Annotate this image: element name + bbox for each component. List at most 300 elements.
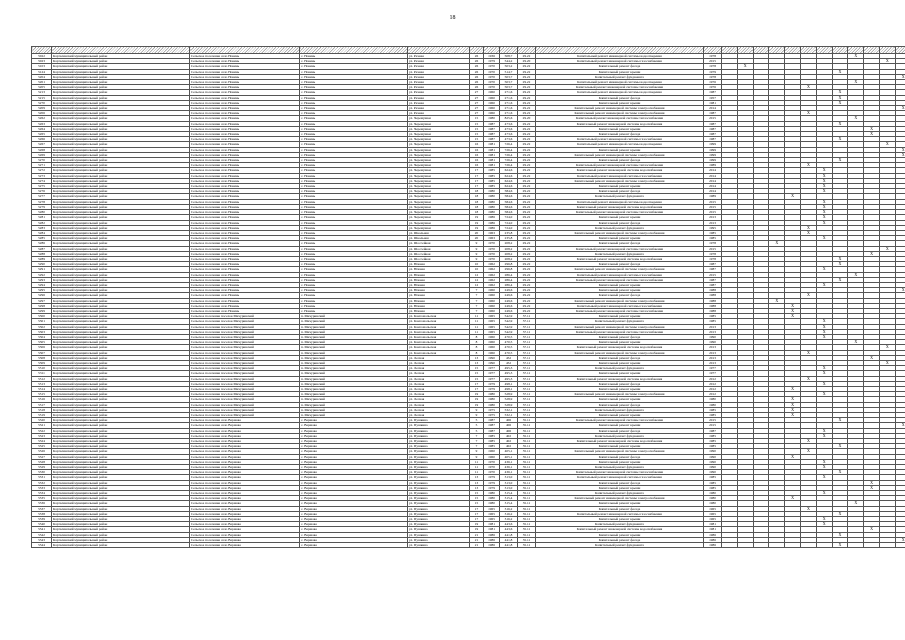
- house-number-cell: 12: [470, 282, 484, 287]
- planned-year-cell: 1995: [704, 225, 722, 230]
- house-number-cell: 11: [470, 459, 484, 464]
- x-mark-cell: X: [816, 475, 832, 480]
- year-built-cell: 1979: [484, 381, 500, 386]
- street-cell: ул. Лесная: [408, 397, 470, 402]
- rating-cell: 29.22: [518, 282, 536, 287]
- locality-cell: с. Новинь: [300, 152, 408, 157]
- planned-year-cell: 1978: [704, 256, 722, 261]
- street-cell: ул. Лесная: [408, 360, 470, 365]
- work-type-cell: Капитальный ремонт крыши: [536, 360, 704, 365]
- settlement-cell: Сельское поселение село Варшава: [190, 444, 300, 449]
- locality-cell: с. Новинь: [300, 111, 408, 116]
- settlement-cell: Сельское поселение село Варшава: [190, 537, 300, 542]
- house-number-cell: 27: [470, 90, 484, 95]
- street-cell: ул. Черемушки: [408, 152, 470, 157]
- street-cell: ул. Южная: [408, 308, 470, 313]
- year-built-cell: 1965: [484, 517, 500, 522]
- locality-cell: с. Варшава: [300, 433, 408, 438]
- work-type-cell: Капитальный ремонт крыши: [536, 314, 704, 319]
- x-mark-cell: X: [800, 230, 816, 235]
- settlement-cell: Сельское поселение село Варшава: [190, 511, 300, 516]
- planned-year-cell: 1989: [704, 163, 722, 168]
- district-cell: Карталинский муниципальный район: [52, 158, 190, 163]
- house-number-cell: 16: [470, 142, 484, 147]
- rating-cell: 37.11: [518, 350, 536, 355]
- settlement-cell: Сельское поселение село Новинь: [190, 272, 300, 277]
- rating-cell: 29.22: [518, 246, 536, 251]
- area-cell: 313,0: [500, 480, 518, 485]
- street-cell: ул. Пушкина: [408, 501, 470, 506]
- year-built-cell: 1980: [484, 491, 500, 496]
- rating-cell: 37.11: [518, 371, 536, 376]
- planned-year-cell: 2015: [704, 246, 722, 251]
- year-built-cell: 1979: [484, 480, 500, 485]
- street-cell: ул. Пушкина: [408, 506, 470, 511]
- area-cell: 296,8: [500, 267, 518, 272]
- rating-cell: 35.11: [518, 475, 536, 480]
- area-cell: 286,4: [500, 277, 518, 282]
- x-mark-cell: X: [816, 215, 832, 220]
- district-cell: Карталинский муниципальный район: [52, 428, 190, 433]
- district-cell: Карталинский муниципальный район: [52, 454, 190, 459]
- planned-year-cell: 1989: [704, 194, 722, 199]
- planned-year-cell: 2012: [704, 392, 722, 397]
- row-id-cell: 5293: [32, 277, 52, 282]
- district-cell: Карталинский муниципальный район: [52, 298, 190, 303]
- locality-cell: с. Варшава: [300, 480, 408, 485]
- planned-year-cell: 1988: [704, 288, 722, 293]
- rating-cell: 29.22: [518, 220, 536, 225]
- street-cell: ул. Черемушки: [408, 215, 470, 220]
- street-cell: ул. Пушкина: [408, 537, 470, 542]
- settlement-cell: Сельское поселение село Варшава: [190, 522, 300, 527]
- planned-year-cell: 1999: [704, 147, 722, 152]
- rating-cell: 29.22: [518, 74, 536, 79]
- year-built-cell: 1965: [484, 506, 500, 511]
- planned-year-cell: 1978: [704, 54, 722, 59]
- street-cell: ул. Пушкина: [408, 470, 470, 475]
- planned-year-cell: 1988: [704, 293, 722, 298]
- year-built-cell: 1979: [484, 475, 500, 480]
- street-cell: ул. Пушкина: [408, 444, 470, 449]
- x-mark-cell: X: [785, 308, 801, 313]
- year-built-cell: 1960: [484, 100, 500, 105]
- area-cell: 315,4: [500, 496, 518, 501]
- planned-year-cell: 1990: [704, 459, 722, 464]
- row-id-cell: 5309: [32, 360, 52, 365]
- work-type-cell: Капитальный ремонт инженерной системы электроснабжения: [536, 350, 704, 355]
- district-cell: Карталинский муниципальный район: [52, 277, 190, 282]
- street-cell: ул. Лесная: [408, 366, 470, 371]
- work-type-cell: Капитальный ремонт инженерной системы газоснабжения: [536, 475, 704, 480]
- work-type-cell: Капитальный ремонт инженерной системы водоотведения: [536, 199, 704, 204]
- header-cell: [848, 47, 864, 54]
- area-cell: 286,4: [500, 282, 518, 287]
- empty-cell: [753, 543, 769, 548]
- area-cell: 470,5: [500, 334, 518, 339]
- house-number-cell: 9: [470, 407, 484, 412]
- x-mark-cell: X: [895, 423, 905, 428]
- x-mark-cell: X: [864, 485, 880, 490]
- year-built-cell: 1965: [484, 314, 500, 319]
- street-cell: ул. Черемушки: [408, 168, 470, 173]
- rating-cell: 37.11: [518, 413, 536, 418]
- locality-cell: с. Варшава: [300, 449, 408, 454]
- street-cell: ул. Речная: [408, 95, 470, 100]
- area-cell: 726,4: [500, 147, 518, 152]
- planned-year-cell: 1987: [704, 428, 722, 433]
- area-cell: 402: [500, 439, 518, 444]
- row-id-cell: 5326: [32, 449, 52, 454]
- district-cell: Карталинский муниципальный район: [52, 350, 190, 355]
- row-id-cell: 5320: [32, 418, 52, 423]
- year-built-cell: 1960: [484, 303, 500, 308]
- locality-cell: с. Варшава: [300, 501, 408, 506]
- area-cell: 503,2: [500, 64, 518, 69]
- planned-year-cell: 2012: [704, 376, 722, 381]
- district-cell: Карталинский муниципальный район: [52, 418, 190, 423]
- rating-cell: 35.11: [518, 449, 536, 454]
- area-cell: 726,4: [500, 152, 518, 157]
- rating-cell: 35.11: [518, 511, 536, 516]
- area-cell: 726,4: [500, 158, 518, 163]
- x-mark-cell: X: [832, 137, 848, 142]
- rating-cell: 29.22: [518, 142, 536, 147]
- year-built-cell: 1960: [484, 106, 500, 111]
- rating-cell: 29.22: [518, 90, 536, 95]
- rating-cell: 37.11: [518, 397, 536, 402]
- year-built-cell: 1980: [484, 496, 500, 501]
- year-built-cell: 1970: [484, 465, 500, 470]
- area-cell: 208,2: [500, 251, 518, 256]
- row-id-cell: 5201: [32, 80, 52, 85]
- rating-cell: 29.22: [518, 236, 536, 241]
- area-cell: 473,6: [500, 137, 518, 142]
- row-id-cell: 5323: [32, 433, 52, 438]
- area-cell: 405,1: [500, 454, 518, 459]
- settlement-cell: Сельское поселение село Варшава: [190, 423, 300, 428]
- x-mark-cell: X: [895, 152, 905, 157]
- x-mark-cell: X: [816, 324, 832, 329]
- work-type-cell: Капитальный ремонт инженерной системы электроснабжения: [536, 324, 704, 329]
- row-id-cell: 5311: [32, 371, 52, 376]
- settlement-cell: Сельское поселение село Новинь: [190, 184, 300, 189]
- x-mark-cell: X: [848, 80, 864, 85]
- header-cell: [300, 47, 408, 54]
- row-id-cell: 5023: [32, 59, 52, 64]
- locality-cell: с. Варшава: [300, 537, 408, 542]
- rating-cell: 29.22: [518, 251, 536, 256]
- x-mark-cell: X: [832, 262, 848, 267]
- district-cell: Карталинский муниципальный район: [52, 64, 190, 69]
- x-mark-cell: X: [800, 293, 816, 298]
- x-mark-cell: X: [816, 189, 832, 194]
- street-cell: ул. Черемушки: [408, 158, 470, 163]
- rating-cell: 29.22: [518, 215, 536, 220]
- rating-cell: 29.22: [518, 158, 536, 163]
- x-mark-cell: X: [737, 64, 753, 69]
- district-cell: Карталинский муниципальный район: [52, 397, 190, 402]
- work-type-cell: Капитальный ремонт фундамента: [536, 543, 704, 548]
- x-mark-cell: X: [832, 158, 848, 163]
- house-number-cell: 11: [470, 319, 484, 324]
- work-type-cell: Капитальный ремонт инженерной системы электроснабжения: [536, 178, 704, 183]
- settlement-cell: Сельское поселение село Новинь: [190, 210, 300, 215]
- rating-cell: 35.11: [518, 439, 536, 444]
- district-cell: Карталинский муниципальный район: [52, 319, 190, 324]
- header-cell: [816, 47, 832, 54]
- rating-cell: 35.11: [518, 459, 536, 464]
- district-cell: Карталинский муниципальный район: [52, 475, 190, 480]
- work-type-cell: Капитальный ремонт фасада: [536, 189, 704, 194]
- area-cell: 473,6: [500, 126, 518, 131]
- year-built-cell: 1970: [484, 85, 500, 90]
- area-cell: 402: [500, 444, 518, 449]
- house-number-cell: 13: [470, 355, 484, 360]
- district-cell: Карталинский муниципальный район: [52, 491, 190, 496]
- x-mark-cell: X: [800, 85, 816, 90]
- street-cell: ул. Черемушки: [408, 173, 470, 178]
- row-id-cell: 5301: [32, 319, 52, 324]
- x-mark-cell: X: [800, 376, 816, 381]
- district-cell: Карталинский муниципальный район: [52, 387, 190, 392]
- x-mark-cell: X: [816, 366, 832, 371]
- district-cell: Карталинский муниципальный район: [52, 407, 190, 412]
- area-cell: 624,6: [500, 168, 518, 173]
- work-type-cell: Капитальный ремонт крыши: [536, 69, 704, 74]
- planned-year-cell: 2013: [704, 220, 722, 225]
- x-mark-cell: X: [800, 111, 816, 116]
- area-cell: 503,7: [500, 74, 518, 79]
- x-mark-cell: X: [816, 428, 832, 433]
- district-cell: Карталинский муниципальный район: [52, 267, 190, 272]
- row-id-cell: 5288: [32, 251, 52, 256]
- planned-year-cell: 1978: [704, 241, 722, 246]
- planned-year-cell: 2014: [704, 189, 722, 194]
- row-id-cell: 5324: [32, 439, 52, 444]
- planned-year-cell: 2012: [704, 381, 722, 386]
- area-cell: 498,1: [500, 381, 518, 386]
- street-cell: ул. Лесная: [408, 376, 470, 381]
- locality-cell: с. Новинь: [300, 199, 408, 204]
- house-number-cell: 15: [470, 121, 484, 126]
- row-id-cell: 5279: [32, 204, 52, 209]
- settlement-cell: Сельское поселение поселок Мичуринский: [190, 397, 300, 402]
- row-id-cell: 5325: [32, 444, 52, 449]
- row-id-cell: 5312: [32, 376, 52, 381]
- settlement-cell: Сельское поселение село Новинь: [190, 173, 300, 178]
- house-number-cell: 8: [470, 345, 484, 350]
- rating-cell: 29.22: [518, 54, 536, 59]
- row-id-cell: 5338: [32, 511, 52, 516]
- work-type-cell: Капитальный ремонт крыши: [536, 288, 704, 293]
- planned-year-cell: 2013: [704, 345, 722, 350]
- house-number-cell: 20: [470, 230, 484, 235]
- x-mark-cell: X: [848, 340, 864, 345]
- planned-year-cell: 1978: [704, 251, 722, 256]
- house-number-cell: 17: [470, 511, 484, 516]
- row-id-cell: 5022: [32, 54, 52, 59]
- planned-year-cell: 1981: [704, 522, 722, 527]
- locality-cell: п. Мичуринский: [300, 319, 408, 324]
- settlement-cell: Сельское поселение село Варшава: [190, 459, 300, 464]
- district-cell: Карталинский муниципальный район: [52, 272, 190, 277]
- planned-year-cell: 1986: [704, 532, 722, 537]
- district-cell: Карталинский муниципальный район: [52, 152, 190, 157]
- house-number-cell: 26: [470, 54, 484, 59]
- rating-cell: 29.22: [518, 204, 536, 209]
- district-cell: Карталинский муниципальный район: [52, 215, 190, 220]
- house-number-cell: 19: [470, 522, 484, 527]
- planned-year-cell: 1985: [704, 413, 722, 418]
- rating-cell: 37.11: [518, 387, 536, 392]
- x-mark-cell: X: [895, 74, 905, 79]
- locality-cell: с. Новинь: [300, 251, 408, 256]
- street-cell: ул. Пушкина: [408, 491, 470, 496]
- work-type-cell: Капитальный ремонт инженерной системы теплоснабжения: [536, 329, 704, 334]
- locality-cell: с. Варшава: [300, 496, 408, 501]
- year-built-cell: 1980: [484, 116, 500, 121]
- header-cell: [408, 47, 470, 54]
- x-mark-cell: X: [816, 236, 832, 241]
- x-mark-cell: X: [864, 132, 880, 137]
- settlement-cell: Сельское поселение село Новинь: [190, 137, 300, 142]
- area-cell: 584,6: [500, 189, 518, 194]
- settlement-cell: Сельское поселение село Новинь: [190, 293, 300, 298]
- row-id-cell: 5263: [32, 121, 52, 126]
- street-cell: ул. Шоссейная: [408, 246, 470, 251]
- street-cell: ул. Пушкина: [408, 465, 470, 470]
- area-cell: 452: [500, 355, 518, 360]
- planned-year-cell: 1978: [704, 74, 722, 79]
- rating-cell: 37.11: [518, 340, 536, 345]
- house-number-cell: 18: [470, 189, 484, 194]
- rating-cell: 35.11: [518, 433, 536, 438]
- house-number-cell: 17: [470, 381, 484, 386]
- street-cell: ул. Лесная: [408, 392, 470, 397]
- header-cell: [895, 47, 905, 54]
- header-cell: [737, 47, 753, 54]
- work-type-cell: Капитальный ремонт фасада: [536, 64, 704, 69]
- district-cell: Карталинский муниципальный район: [52, 334, 190, 339]
- house-number-cell: 8: [470, 334, 484, 339]
- row-id-cell: 5303: [32, 329, 52, 334]
- house-number-cell: 15: [470, 366, 484, 371]
- rating-cell: 37.11: [518, 402, 536, 407]
- x-mark-cell: X: [800, 163, 816, 168]
- planned-year-cell: 1985: [704, 319, 722, 324]
- street-cell: ул. Черемушки: [408, 126, 470, 131]
- planned-year-cell: 1980: [704, 501, 722, 506]
- street-cell: ул. Пушкина: [408, 428, 470, 433]
- year-built-cell: 1981: [484, 522, 500, 527]
- area-cell: 441,8: [500, 537, 518, 542]
- table-body: [32, 54, 905, 548]
- work-type-cell: Капитальный ремонт инженерной системы электроснабжения: [536, 392, 704, 397]
- rating-cell: 35.11: [518, 491, 536, 496]
- work-type-cell: Капитальный ремонт крыши: [536, 444, 704, 449]
- settlement-cell: Сельское поселение село Новинь: [190, 178, 300, 183]
- work-type-cell: Капитальный ремонт крыши: [536, 184, 704, 189]
- settlement-cell: Сельское поселение село Новинь: [190, 142, 300, 147]
- year-built-cell: 1980: [484, 204, 500, 209]
- table-row: [32, 543, 905, 548]
- x-mark-cell: X: [785, 303, 801, 308]
- row-id-cell: 5295: [32, 288, 52, 293]
- year-built-cell: 1980: [484, 210, 500, 215]
- area-cell: 235,8: [500, 230, 518, 235]
- work-type-cell: Капитальный ремонт фундамента: [536, 225, 704, 230]
- year-built-cell: 1979: [484, 485, 500, 490]
- area-cell: 584,6: [500, 199, 518, 204]
- rating-cell: 29.22: [518, 173, 536, 178]
- x-mark-cell: X: [864, 527, 880, 532]
- street-cell: ул. Лесная: [408, 387, 470, 392]
- area-cell: 406: [500, 428, 518, 433]
- locality-cell: с. Варшава: [300, 485, 408, 490]
- x-mark-cell: X: [816, 178, 832, 183]
- house-number-cell: 7: [470, 288, 484, 293]
- rating-cell: 35.11: [518, 517, 536, 522]
- area-cell: 495,3: [500, 371, 518, 376]
- header-cell: [800, 47, 816, 54]
- street-cell: ул. Пушкина: [408, 511, 470, 516]
- rating-cell: 37.11: [518, 334, 536, 339]
- year-built-cell: 1975: [484, 413, 500, 418]
- x-mark-cell: X: [816, 168, 832, 173]
- settlement-cell: Сельское поселение село Новинь: [190, 69, 300, 74]
- house-number-cell: 19: [470, 220, 484, 225]
- header-cell: [722, 47, 738, 54]
- settlement-cell: Сельское поселение село Новинь: [190, 288, 300, 293]
- rating-cell: 29.22: [518, 100, 536, 105]
- settlement-cell: Сельское поселение поселок Мичуринский: [190, 381, 300, 386]
- work-type-cell: Капитальный ремонт крыши: [536, 423, 704, 428]
- x-mark-cell: X: [832, 444, 848, 449]
- planned-year-cell: 1987: [704, 121, 722, 126]
- house-number-cell: 11: [470, 324, 484, 329]
- locality-cell: с. Новинь: [300, 236, 408, 241]
- row-id-cell: 5269: [32, 152, 52, 157]
- house-number-cell: 13: [470, 480, 484, 485]
- year-built-cell: 1986: [484, 220, 500, 225]
- rating-cell: 29.22: [518, 298, 536, 303]
- settlement-cell: Сельское поселение село Новинь: [190, 64, 300, 69]
- area-cell: 406: [500, 418, 518, 423]
- district-cell: Карталинский муниципальный район: [52, 303, 190, 308]
- work-type-cell: Капитальный ремонт крыши: [536, 459, 704, 464]
- work-type-cell: Капитальный ремонт фасада: [536, 381, 704, 386]
- street-cell: ул. Южная: [408, 282, 470, 287]
- locality-cell: с. Новинь: [300, 59, 408, 64]
- house-number-cell: 7: [470, 433, 484, 438]
- work-type-cell: Капитальный ремонт инженерной системы газоснабжения: [536, 137, 704, 142]
- year-built-cell: 1977: [484, 376, 500, 381]
- street-cell: ул. Шоссейная: [408, 241, 470, 246]
- locality-cell: п. Мичуринский: [300, 381, 408, 386]
- area-cell: 402: [500, 433, 518, 438]
- street-cell: ул. Речная: [408, 59, 470, 64]
- row-id-cell: 5265: [32, 132, 52, 137]
- header-cell: [500, 47, 518, 54]
- year-built-cell: 1960: [484, 298, 500, 303]
- district-cell: Карталинский муниципальный район: [52, 496, 190, 501]
- year-built-cell: 1965: [484, 511, 500, 516]
- row-id-cell: 5206: [32, 111, 52, 116]
- area-cell: 724,0: [500, 225, 518, 230]
- street-cell: ул. Южная: [408, 303, 470, 308]
- rating-cell: 29.22: [518, 95, 536, 100]
